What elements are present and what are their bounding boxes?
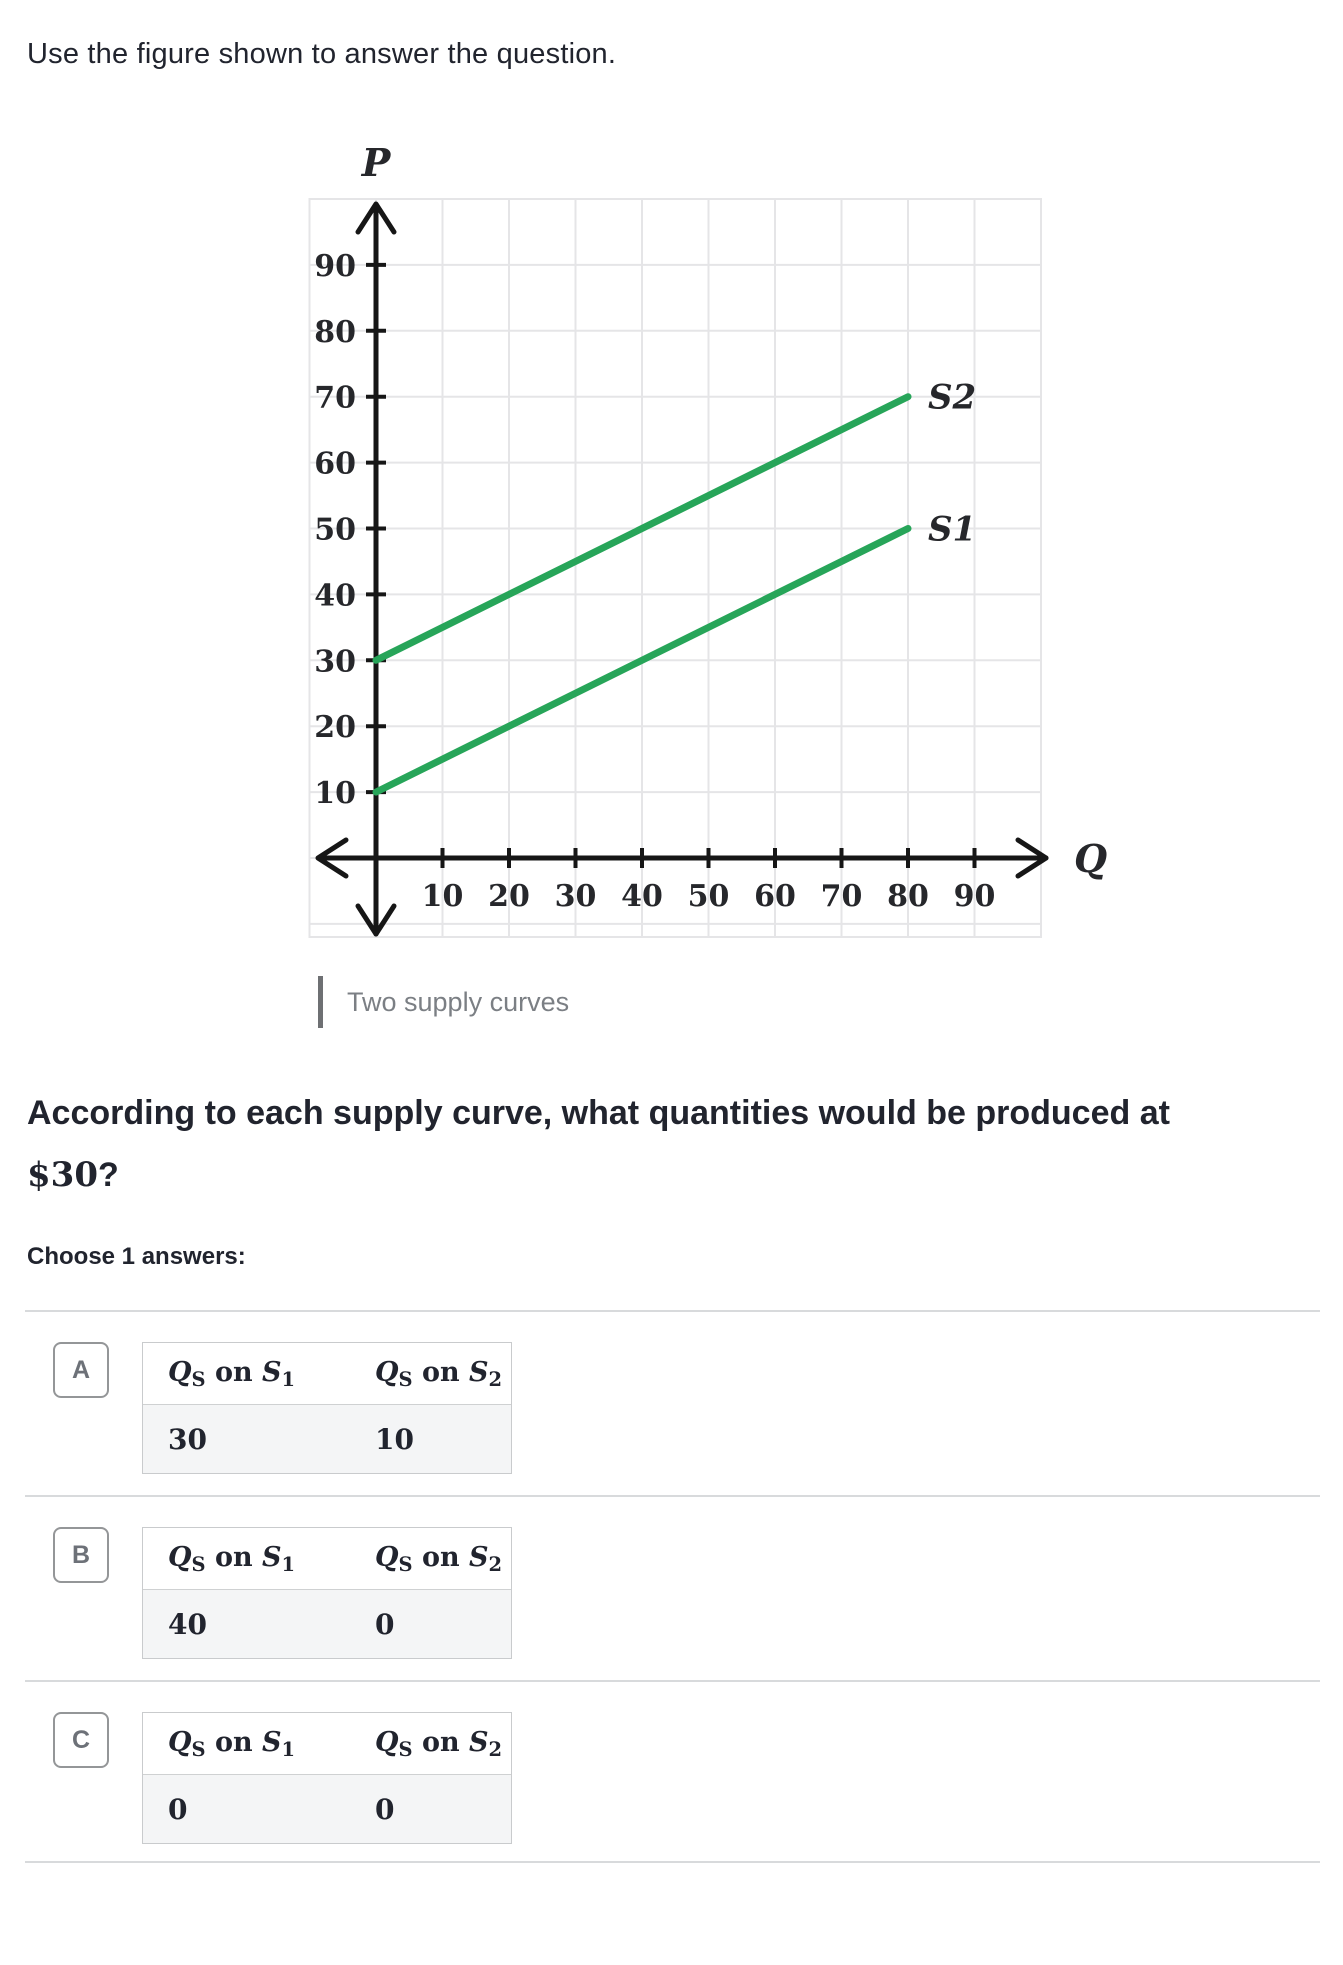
option-b-table — [142, 1527, 512, 1659]
svg-text:10: 10 — [314, 776, 356, 812]
option-c-header-1: QS on S1 — [168, 1726, 296, 1761]
prompt-text: Use the figure shown to answer the question. — [27, 38, 617, 70]
figure-caption — [318, 976, 569, 1028]
option-b-header-1: QS on S1 — [168, 1541, 296, 1576]
option-c-value-2: 0 — [375, 1792, 395, 1826]
svg-text:80: 80 — [887, 879, 929, 914]
caption-bar — [318, 976, 323, 1028]
chart-svg — [230, 120, 1110, 1000]
curve-label-s2: S2 — [928, 377, 977, 418]
choose-label: Choose 1 answers: — [27, 1243, 246, 1270]
question-text — [27, 1082, 1327, 1206]
axes — [318, 204, 1046, 934]
option-a-value-1: 30 — [168, 1422, 207, 1456]
x-axis-label: Q — [1074, 836, 1108, 881]
grid-lines — [310, 199, 1042, 937]
option-a-value-2: 10 — [375, 1422, 414, 1456]
option-a[interactable] — [25, 1310, 1320, 1495]
svg-text:20: 20 — [488, 879, 530, 914]
option-b-value-1: 40 — [168, 1607, 207, 1641]
svg-text:80: 80 — [314, 314, 356, 350]
option-c[interactable] — [25, 1680, 1320, 1863]
svg-text:70: 70 — [820, 879, 863, 914]
y-axis-label: P — [361, 140, 391, 185]
svg-text:50: 50 — [314, 512, 356, 548]
option-b[interactable] — [25, 1495, 1320, 1680]
tick-marks — [366, 265, 975, 868]
svg-text:20: 20 — [314, 710, 356, 746]
svg-text:40: 40 — [621, 879, 663, 914]
option-c-table — [142, 1712, 512, 1844]
supply-curves-figure — [230, 120, 1110, 1000]
svg-text:50: 50 — [687, 879, 730, 914]
option-c-header-2: QS on S2 — [375, 1726, 503, 1761]
option-a-header-1: QS on S1 — [168, 1356, 296, 1391]
svg-text:70: 70 — [314, 380, 356, 416]
tick-labels — [314, 249, 995, 914]
option-a-header-2: QS on S2 — [375, 1356, 503, 1391]
question-line-1: According to each supply curve, what quantities would be produced at — [27, 1094, 1170, 1132]
svg-text:40: 40 — [314, 578, 356, 614]
curve-label-s1: S1 — [928, 509, 977, 550]
option-b-button[interactable]: B — [53, 1527, 109, 1583]
option-c-button[interactable]: C — [53, 1712, 109, 1768]
svg-text:60: 60 — [754, 879, 796, 914]
svg-text:90: 90 — [953, 879, 996, 914]
option-a-button[interactable]: A — [53, 1342, 109, 1398]
svg-text:90: 90 — [314, 248, 356, 284]
svg-text:60: 60 — [314, 446, 356, 482]
svg-text:30: 30 — [314, 644, 356, 680]
question-mark: ? — [97, 1156, 119, 1194]
option-b-value-2: 0 — [375, 1607, 395, 1641]
question-amount: $30 — [27, 1155, 98, 1195]
option-b-header-2: QS on S2 — [375, 1541, 503, 1576]
svg-text:30: 30 — [554, 879, 597, 914]
caption-text: Two supply curves — [347, 986, 570, 1017]
option-c-value-1: 0 — [168, 1792, 188, 1826]
answer-options — [25, 1310, 1320, 1863]
svg-text:10: 10 — [421, 879, 464, 914]
option-a-table — [142, 1342, 512, 1474]
